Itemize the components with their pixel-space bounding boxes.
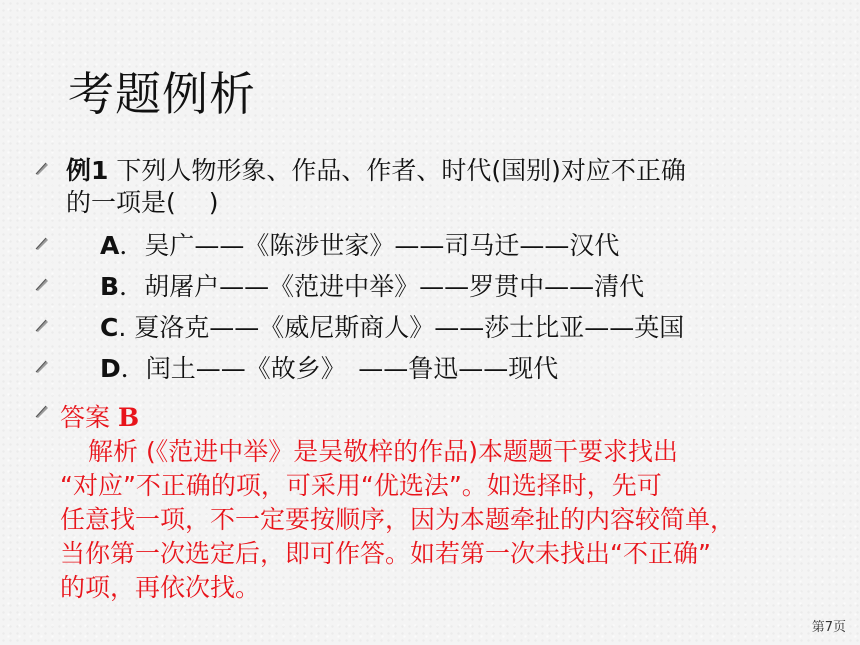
option-text: 闰土——《故乡》 ——鲁迅——现代 [145, 354, 559, 383]
answer-label: 答案 [60, 403, 111, 432]
analysis-line-5: 的项，再依次找。 [60, 573, 261, 602]
option-separator: . [118, 313, 135, 342]
option-letter: C [100, 313, 119, 342]
question-number: 例1 [66, 156, 109, 185]
question-line-1 [66, 155, 686, 187]
option-separator: ． [119, 231, 145, 260]
option-letter: A [100, 231, 120, 260]
option-text: 吴广——《陈涉世家》——司马迁——汉代 [144, 231, 620, 260]
bullet-icon [34, 404, 50, 418]
analysis-line-1: 解析 (《范进中举》是吴敬梓的作品)本题题干要求找出 [88, 437, 678, 466]
bullet-icon [34, 359, 50, 373]
option-text: 胡屠户——《范进中举》——罗贯中——清代 [144, 272, 645, 301]
slide-title: 考题例析 [68, 67, 256, 121]
option-separator: ． [120, 354, 146, 383]
analysis-line-3: 任意找一项，不一定要按顺序，因为本题牵扯的内容较简单， [60, 505, 736, 534]
question-stem-2: 的一项是( ) [66, 188, 219, 217]
analysis-line-4: 当你第一次选定后，即可作答。如若第一次未找出“不正确” [60, 539, 711, 568]
bullet-icon [34, 318, 50, 332]
option-text: 夏洛克——《威尼斯商人》——莎士比亚——英国 [134, 313, 685, 342]
question-stem-1: 下列人物形象、作品、作者、时代(国别)对应不正确 [116, 156, 686, 185]
bullet-icon [34, 277, 50, 291]
bullet-icon [34, 161, 50, 175]
answer-value: B [117, 403, 140, 432]
option-separator: ． [119, 272, 145, 301]
option-letter: D [100, 354, 121, 383]
bullet-icon [34, 236, 50, 250]
option-letter: B [100, 272, 120, 301]
page-number: 第7页 [811, 620, 846, 635]
analysis-line-2: “对应”不正确的项，可采用“优选法”。如选择时，先可 [60, 471, 662, 500]
